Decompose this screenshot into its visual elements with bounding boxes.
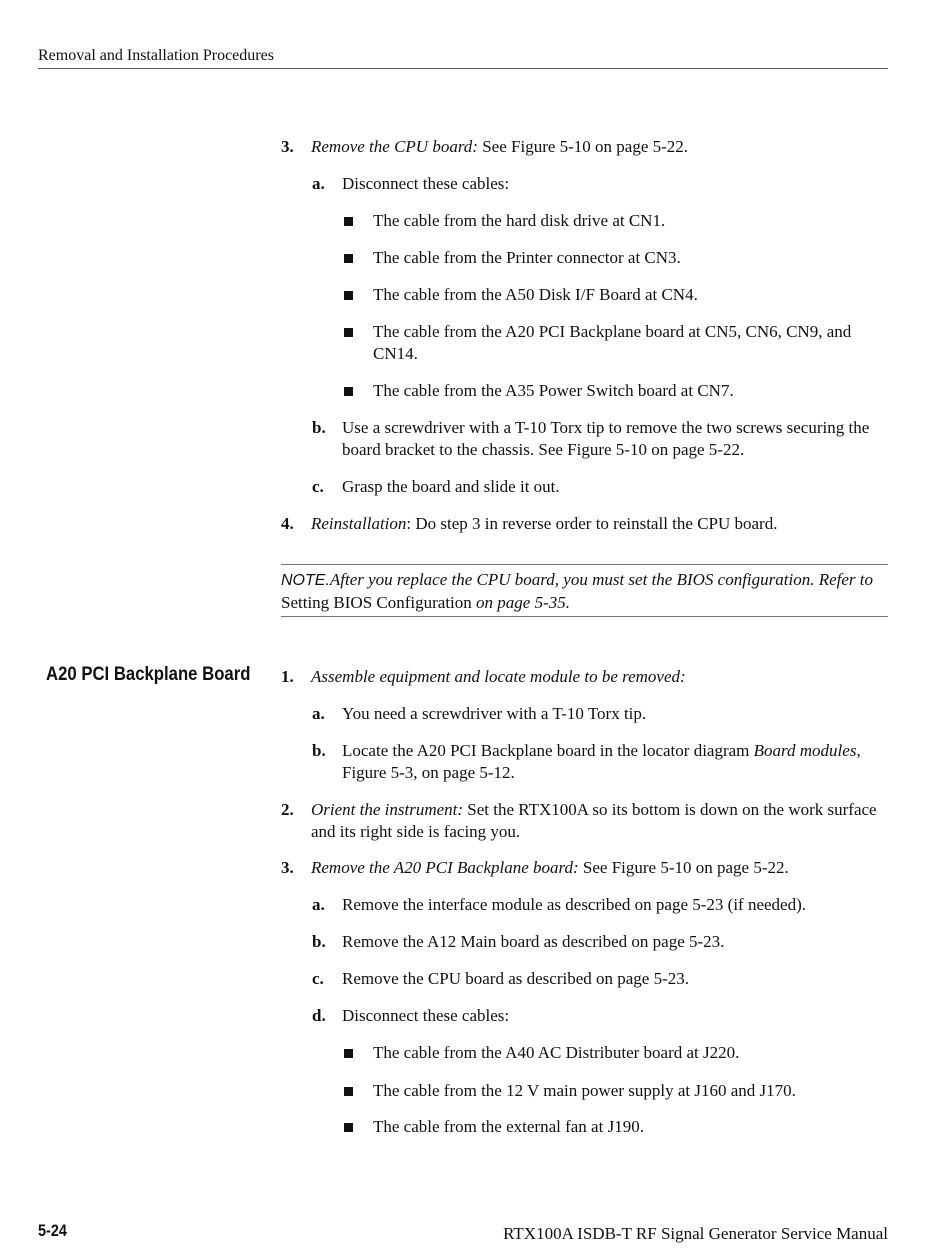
step-title: Assemble equipment and locate module to be removed: xyxy=(311,667,686,686)
note-rule-top xyxy=(281,564,888,565)
section-title: A20 PCI Backplane Board xyxy=(46,664,251,685)
step-text xyxy=(311,666,881,688)
list-item: The cable from the A35 Power Switch board at CN7. xyxy=(373,381,734,400)
step-title: Remove the A20 PCI Backplane board: xyxy=(311,858,579,877)
page-number: 5-24 xyxy=(38,1221,67,1240)
step-number: 4. xyxy=(281,514,294,533)
step-number: 3. xyxy=(281,858,294,877)
step-text xyxy=(311,857,881,879)
step-text: Reinstallation: Do step 3 in reverse order to reinstall the CPU board. xyxy=(311,514,778,533)
step-title: Remove the CPU board: xyxy=(311,137,478,156)
substep-label: a. xyxy=(312,174,325,193)
substep-label: b. xyxy=(312,932,326,951)
substep-text: Remove the interface module as described on page 5-23 (if needed). xyxy=(342,895,807,914)
step-number: 3. xyxy=(281,137,294,156)
note-label: NOTE. xyxy=(281,572,330,589)
bullet-icon xyxy=(344,254,353,263)
step-title: Orient the instrument: xyxy=(311,800,464,819)
substep-label: b. xyxy=(312,418,326,437)
substep-text: You need a screwdriver with a T-10 Torx tip. xyxy=(342,704,647,723)
note-link: Setting BIOS Configuration xyxy=(281,593,472,612)
manual-title: RTX100A ISDB-T RF Signal Generator Service Manual xyxy=(503,1224,888,1243)
bullet-icon xyxy=(344,1049,353,1058)
substep-label: d. xyxy=(312,1006,326,1025)
step-reference: See Figure 5-10 on page 5-22. xyxy=(578,858,789,877)
list-item: The cable from the A20 PCI Backplane board at CN5, CN6, CN9, and CN14. xyxy=(373,322,852,363)
bullet-icon xyxy=(344,217,353,226)
substep-label: c. xyxy=(312,969,324,988)
list-item: The cable from the hard disk drive at CN1. xyxy=(373,211,666,230)
bullet-icon xyxy=(344,1123,353,1132)
substep-label: a. xyxy=(312,704,325,723)
bullet-icon xyxy=(344,328,353,337)
list-item: The cable from the A50 Disk I/F Board at CN4. xyxy=(373,285,698,304)
list-item: The cable from the 12 V main power supply at J160 and J170. xyxy=(373,1081,796,1100)
note-rule-bottom xyxy=(281,616,888,617)
step-number: 1. xyxy=(281,667,294,686)
substep-text: Grasp the board and slide it out. xyxy=(342,477,560,496)
list-item: The cable from the Printer connector at CN3. xyxy=(373,248,681,267)
substep-text: Use a screwdriver with a T-10 Torx tip to remove the two screws securing the board bracket to the chassis. See Figure 5-10 on page 5-22. xyxy=(342,418,870,459)
substep-label: c. xyxy=(312,477,324,496)
note: NOTE.After you replace the CPU board, you must set the BIOS configuration. Refer to Setting BIOS Configuration on page 5-35. xyxy=(281,570,874,612)
bullet-icon xyxy=(344,387,353,396)
list-item: The cable from the A40 AC Distributer board at J220. xyxy=(373,1043,740,1062)
header-rule xyxy=(38,68,888,69)
substep-text: Remove the A12 Main board as described on page 5-23. xyxy=(342,932,725,951)
list-item: The cable from the external fan at J190. xyxy=(373,1117,644,1136)
step-number: 2. xyxy=(281,800,294,819)
bullet-icon xyxy=(344,1087,353,1096)
substep-label: a. xyxy=(312,895,325,914)
step-text: Orient the instrument: Set the RTX100A so its bottom is down on the work surface and its right side is facing you. xyxy=(311,800,877,841)
substep-label: b. xyxy=(312,741,326,760)
substep-text: Remove the CPU board as described on page 5-23. xyxy=(342,969,689,988)
running-header: Removal and Installation Procedures xyxy=(38,47,274,64)
substep-text: Locate the A20 PCI Backplane board in the locator diagram Board modules, Figure 5-3, on page 5-12. xyxy=(342,741,861,782)
step-text xyxy=(311,136,881,158)
substep-text: Disconnect these cables: xyxy=(342,1006,510,1025)
step-reference: See Figure 5-10 on page 5-22. xyxy=(477,137,689,156)
substep-text: Disconnect these cables: xyxy=(342,174,510,193)
step-title: Reinstallation xyxy=(311,514,407,533)
bullet-icon xyxy=(344,291,353,300)
